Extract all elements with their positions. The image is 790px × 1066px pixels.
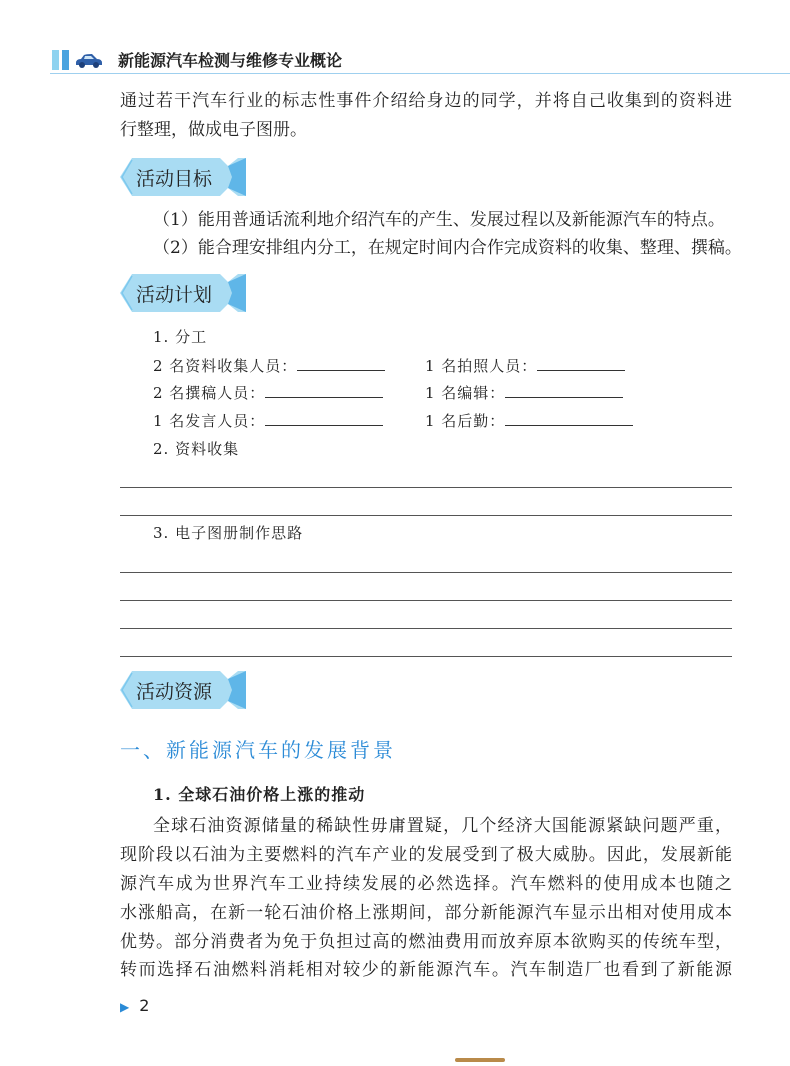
division-title: 1. 分工 bbox=[153, 328, 208, 346]
book-title: 新能源汽车检测与维修专业概论 bbox=[118, 51, 343, 70]
goal-item: （1）能用普通话流利地介绍汽车的产生、发展过程以及新能源汽车的特点。 bbox=[153, 210, 725, 230]
writing-line[interactable] bbox=[120, 628, 732, 629]
intro-line: 通过若干汽车行业的标志性事件介绍给身边的同学，并将自己收集到的资料进 bbox=[120, 91, 732, 111]
header-decoration bbox=[62, 50, 69, 70]
page-number-value: 2 bbox=[139, 996, 150, 1015]
car-icon bbox=[74, 50, 104, 70]
subsection-heading: 1. 全球石油价格上涨的推动 bbox=[153, 785, 366, 804]
body-line: 优势。部分消费者为免于负担过高的燃油费用而放弃原本欲购买的传统车型， bbox=[120, 932, 732, 952]
body-line: 源汽车成为世界汽车工业持续发展的必然选择。汽车燃料的使用成本也随之 bbox=[120, 874, 732, 894]
page-edge-decoration bbox=[455, 1058, 505, 1062]
page-number bbox=[120, 996, 149, 1015]
body-line: 现阶段以石油为主要燃料的汽车产业的发展受到了极大威胁。因此，发展新能 bbox=[120, 845, 732, 865]
role-field[interactable] bbox=[425, 407, 633, 435]
badge-activity-resource bbox=[120, 671, 246, 709]
header-decoration bbox=[52, 50, 59, 70]
goal-item: （2）能合理安排组内分工，在规定时间内合作完成资料的收集、整理、撰稿。 bbox=[153, 238, 742, 258]
collection-title: 2. 资料收集 bbox=[153, 440, 240, 458]
album-title: 3. 电子图册制作思路 bbox=[153, 524, 304, 542]
role-label: 2 名撰稿人员： bbox=[153, 384, 266, 402]
role-label: 1 名发言人员： bbox=[153, 412, 266, 430]
role-field[interactable] bbox=[425, 379, 623, 407]
badge-activity-goal bbox=[120, 158, 246, 196]
badge-label: 活动目标 bbox=[136, 168, 213, 190]
writing-line[interactable] bbox=[120, 600, 732, 601]
writing-line[interactable] bbox=[120, 487, 732, 488]
role-field[interactable] bbox=[425, 352, 625, 380]
body-line: 水涨船高，在新一轮石油价格上涨期间，部分新能源汽车显示出相对使用成本 bbox=[120, 903, 732, 923]
role-label: 2 名资料收集人员： bbox=[153, 357, 298, 375]
writing-line[interactable] bbox=[120, 572, 732, 573]
body-line: 转而选择石油燃料消耗相对较少的新能源汽车。汽车制造厂也看到了新能源 bbox=[120, 960, 732, 980]
badge-label: 活动资源 bbox=[136, 681, 213, 703]
role-label: 1 名拍照人员： bbox=[425, 357, 538, 375]
role-field[interactable] bbox=[153, 407, 383, 435]
role-field[interactable] bbox=[153, 379, 383, 407]
badge-label: 活动计划 bbox=[136, 284, 213, 306]
fill-blank[interactable] bbox=[265, 381, 383, 398]
fill-blank[interactable] bbox=[505, 409, 633, 426]
body-line: 全球石油资源储量的稀缺性毋庸置疑，几个经济大国能源紧缺问题严重， bbox=[153, 816, 732, 836]
fill-blank[interactable] bbox=[265, 409, 383, 426]
triangle-right-icon: ▶ bbox=[120, 1000, 130, 1014]
role-label: 1 名编辑： bbox=[425, 384, 506, 402]
fill-blank[interactable] bbox=[537, 354, 625, 371]
section-heading: 一、新能源汽车的发展背景 bbox=[120, 738, 396, 762]
intro-line: 行整理，做成电子图册。 bbox=[120, 120, 307, 140]
badge-activity-plan bbox=[120, 274, 246, 312]
header-divider bbox=[50, 73, 790, 74]
writing-line[interactable] bbox=[120, 515, 732, 516]
fill-blank[interactable] bbox=[505, 381, 623, 398]
fill-blank[interactable] bbox=[297, 354, 385, 371]
role-field[interactable] bbox=[153, 352, 385, 380]
role-label: 1 名后勤： bbox=[425, 412, 506, 430]
writing-line[interactable] bbox=[120, 656, 732, 657]
